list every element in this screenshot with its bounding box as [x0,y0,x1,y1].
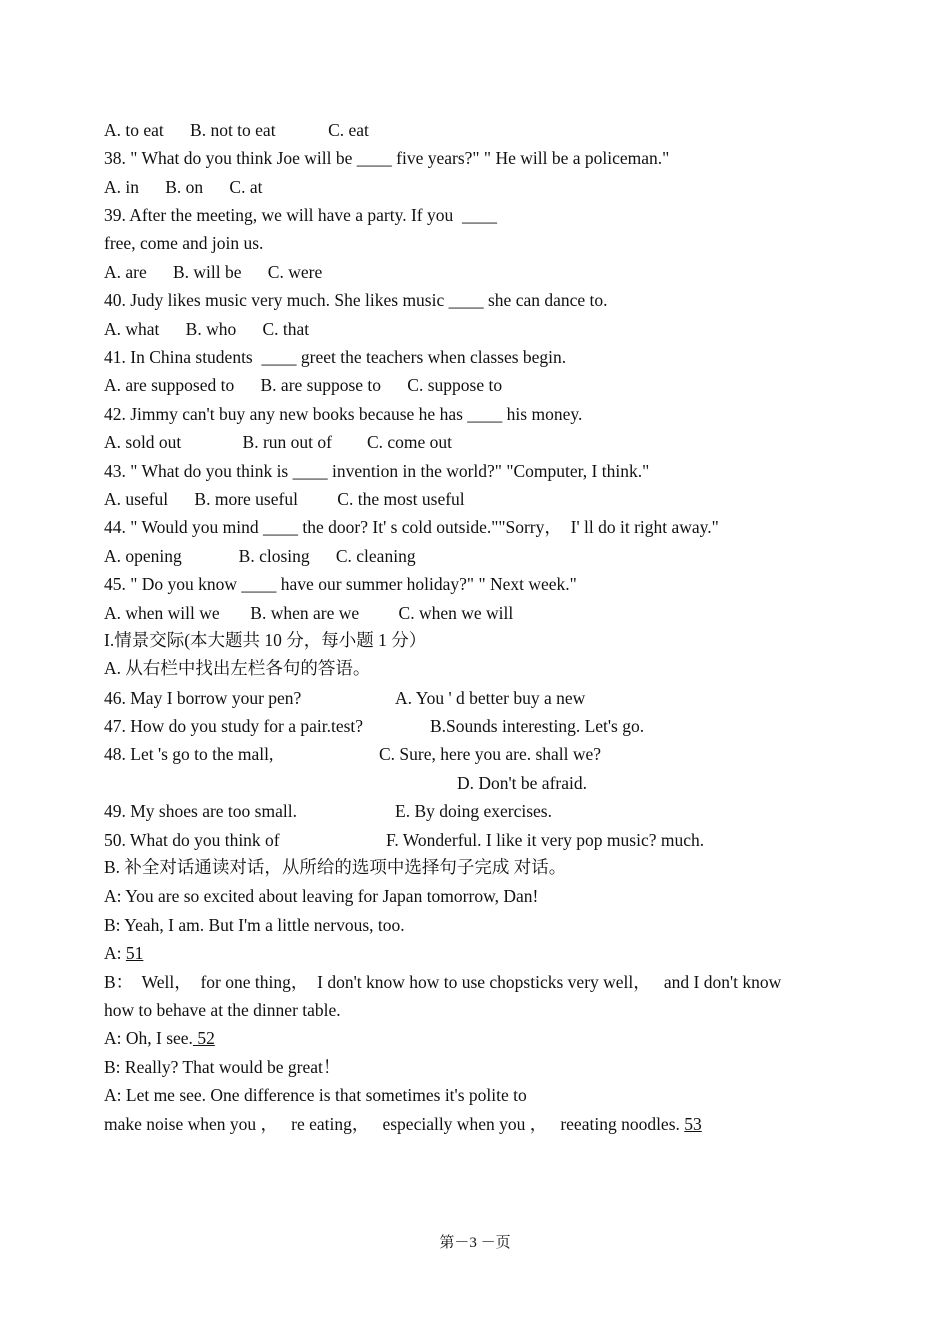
options-42: A. sold out B. run out of C. come out [104,432,453,452]
question-39-cont: free, come and join us. [104,233,264,253]
dialogue-line-1: A: You are so excited about leaving for Japan tomorrow, Dan! [104,886,539,906]
match-left-50: 50. What do you think of [104,830,280,850]
dialogue-line-8: A: Let me see. One difference is that sometimes it's polite to [104,1085,527,1105]
dialogue-line-9 [104,1113,702,1135]
match-right-e: E. By doing exercises. [395,801,552,821]
match-right-d: D. Don't be afraid. [457,773,587,793]
section-heading: I.情景交际(本大题共 10 分，每小题 1 分） [104,630,427,650]
options-44: A. opening B. closing C. cleaning [104,546,416,566]
dialogue-speaker-a: A: [104,943,126,963]
question-42: 42. Jimmy can't buy any new books because he has ____ his money. [104,404,583,424]
dialogue-line-7: B: Really? That would be great！ [104,1057,341,1077]
options-45: A. when will we B. when are we C. when we will [104,603,514,623]
match-right-b: B.Sounds interesting. Let's go. [430,716,645,736]
blank-51: 51 [125,943,144,963]
blank-53: 53 [684,1114,702,1134]
match-left-47: 47. How do you study for a pair.test? [104,716,364,736]
dialogue-instruction: B. 补全对话通读对话，从所给的选项中选择句子完成 对话。 [104,857,567,877]
match-right-a: A. You ' d better buy a new [395,688,586,708]
options-37: A. to eat B. not to eat C. eat [104,120,369,140]
options-38: A. in B. on C. at [104,177,263,197]
blank-52: 52 [192,1028,215,1048]
options-40: A. what B. who C. that [104,319,310,339]
options-41: A. are supposed to B. are suppose to C. suppose to [104,375,503,395]
match-left-46: 46. May I borrow your pen? [104,688,302,708]
options-43: A. useful B. more useful C. the most useful [104,489,465,509]
match-right-c: C. Sure, here you are. shall we? [379,744,602,764]
question-38: 38. " What do you think Joe will be ____ five years?" " He will be a policeman." [104,148,670,168]
dialogue-text: A: Oh, I see. [104,1028,193,1048]
page-number: 第－3 －页 [439,1235,511,1251]
question-39: 39. After the meeting, we will have a party. If you ____ [104,205,497,225]
match-left-49: 49. My shoes are too small. [104,801,297,821]
section-instruction: A. 从右栏中找出左栏各句的答语。 [104,658,371,678]
match-right-f: F. Wonderful. I like it very pop music? much. [386,830,705,850]
match-left-48: 48. Let 's go to the mall, [104,744,274,764]
options-39: A. are B. will be C. were [104,262,323,282]
dialogue-line-2: B: Yeah, I am. But I'm a little nervous, too. [104,915,405,935]
dialogue-line-4: B： Well， for one thing， I don't know how to use chopsticks very well， and I don't know [104,972,782,992]
dialogue-line-6 [104,1027,215,1049]
dialogue-line-3 [104,942,143,964]
dialogue-text: make noise when you ， re eating， especially when you ， reeating noodles. [104,1114,685,1134]
question-45: 45. " Do you know ____ have our summer holiday?" " Next week." [104,574,577,594]
question-43: 43. " What do you think is ____ invention in the world?" "Computer, I think." [104,461,650,481]
dialogue-line-5: how to behave at the dinner table. [104,1000,341,1020]
question-41: 41. In China students ____ greet the teachers when classes begin. [104,347,567,367]
question-44: 44. " Would you mind ____ the door? It' s cold outside.""Sorry， I' ll do it right away." [104,517,719,537]
question-40: 40. Judy likes music very much. She likes music ____ she can dance to. [104,290,608,310]
